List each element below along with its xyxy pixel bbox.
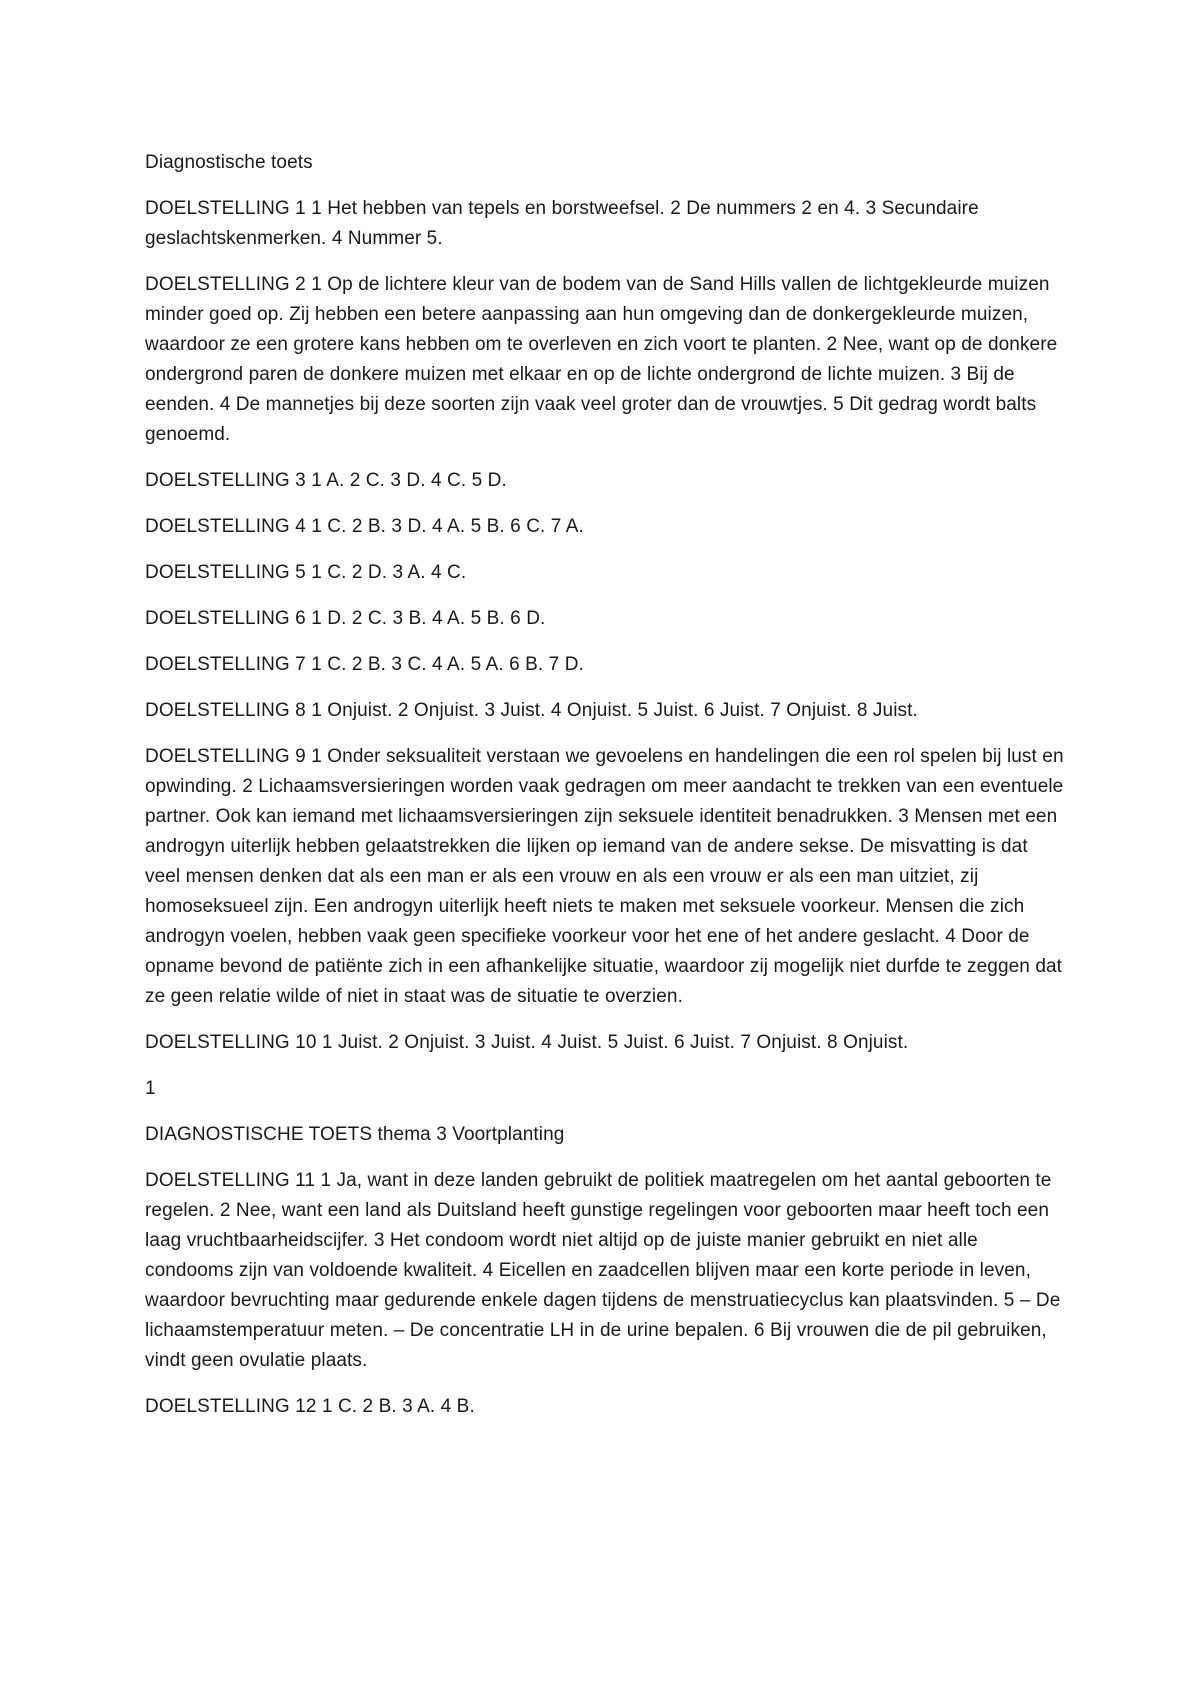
page-number: 1	[145, 1078, 156, 1099]
answer-paragraph-doelstelling-4: DOELSTELLING 4 1 C. 2 B. 3 D. 4 A. 5 B. 6 C. 7 A.	[145, 516, 584, 537]
answer-paragraph-doelstelling-5: DOELSTELLING 5 1 C. 2 D. 3 A. 4 C.	[145, 562, 467, 583]
answer-paragraph-doelstelling-11: DOELSTELLING 11 1 Ja, want in deze landen gebruikt de politiek maatregelen om het aantal geboorten te regelen. 2 Nee, want een land als Duitsland heeft gunstige regelingen voor geboorten maar heeft toch een laag vruchtbaarheidscijfer. 3 Het condoom wordt niet altijd op de juiste manier gebruikt en niet alle condooms zijn van voldoende kwaliteit. 4 Eicellen en zaadcellen blijven maar een korte periode in leven, waardoor bevruchting maar gedurende enkele dagen tijdens de menstruatiecyclus kan plaatsvinden. 5 – De lichaamstemperatuur meten. – De concentratie LH in de urine bepalen. 6 Bij vrouwen die de pil gebruiken, vindt geen ovulatie plaats.	[145, 1170, 1061, 1371]
document-page	[145, 148, 1065, 1438]
answer-paragraph-doelstelling-10: DOELSTELLING 10 1 Juist. 2 Onjuist. 3 Juist. 4 Juist. 5 Juist. 6 Juist. 7 Onjuist. 8 Onjuist.	[145, 1032, 909, 1053]
answer-paragraph-doelstelling-9: DOELSTELLING 9 1 Onder seksualiteit verstaan we gevoelens en handelingen die een rol spelen bij lust en opwinding. 2 Lichaamsversieringen worden vaak gedragen om meer aandacht te trekken van een eventuele partner. Ook kan iemand met lichaamsversieringen zijn seksuele identiteit benadrukken. 3 Mensen met een androgyn uiterlijk hebben gelaatstrekken die lijken op iemand van de andere sekse. De misvatting is dat veel mensen denken dat als een man er als een vrouw en als een vrouw er als een man uitziet, zij homoseksueel zijn. Een androgyn uiterlijk heeft niets te maken met seksuele voorkeur. Mensen die zich androgyn voelen, hebben vaak geen specifieke voorkeur voor het ene of het andere geslacht. 4 Door de opname bevond de patiënte zich in een afhankelijke situatie, waardoor zij mogelijk niet durfde te zeggen dat ze geen relatie wilde of niet in staat was de situatie te overzien.	[145, 746, 1064, 1007]
answer-paragraph-doelstelling-3: DOELSTELLING 3 1 A. 2 C. 3 D. 4 C. 5 D.	[145, 470, 507, 491]
document-title: Diagnostische toets	[145, 152, 313, 173]
answer-paragraph-doelstelling-7: DOELSTELLING 7 1 C. 2 B. 3 C. 4 A. 5 A. 6 B. 7 D.	[145, 654, 584, 675]
answer-paragraph-doelstelling-1: DOELSTELLING 1 1 Het hebben van tepels en borstweefsel. 2 De nummers 2 en 4. 3 Secundaire geslachtskenmerken. 4 Nummer 5.	[145, 198, 979, 249]
answer-paragraph-doelstelling-2: DOELSTELLING 2 1 Op de lichtere kleur van de bodem van de Sand Hills vallen de lichtgekleurde muizen minder goed op. Zij hebben een betere aanpassing aan hun omgeving dan de donkergekleurde muizen, waardoor ze een grotere kans hebben om te overleven en zich voort te planten. 2 Nee, want op de donkere ondergrond paren de donkere muizen met elkaar en op de lichte ondergrond de lichte muizen. 3 Bij de eenden. 4 De mannetjes bij deze soorten zijn vaak veel groter dan de vrouwtjes. 5 Dit gedrag wordt balts genoemd.	[145, 274, 1058, 445]
section-heading: DIAGNOSTISCHE TOETS thema 3 Voortplanting	[145, 1124, 565, 1145]
answer-paragraph-doelstelling-12: DOELSTELLING 12 1 C. 2 B. 3 A. 4 B.	[145, 1396, 475, 1417]
answer-paragraph-doelstelling-6: DOELSTELLING 6 1 D. 2 C. 3 B. 4 A. 5 B. 6 D.	[145, 608, 546, 629]
answer-paragraph-doelstelling-8: DOELSTELLING 8 1 Onjuist. 2 Onjuist. 3 Juist. 4 Onjuist. 5 Juist. 6 Juist. 7 Onjuist. 8 Juist.	[145, 700, 918, 721]
